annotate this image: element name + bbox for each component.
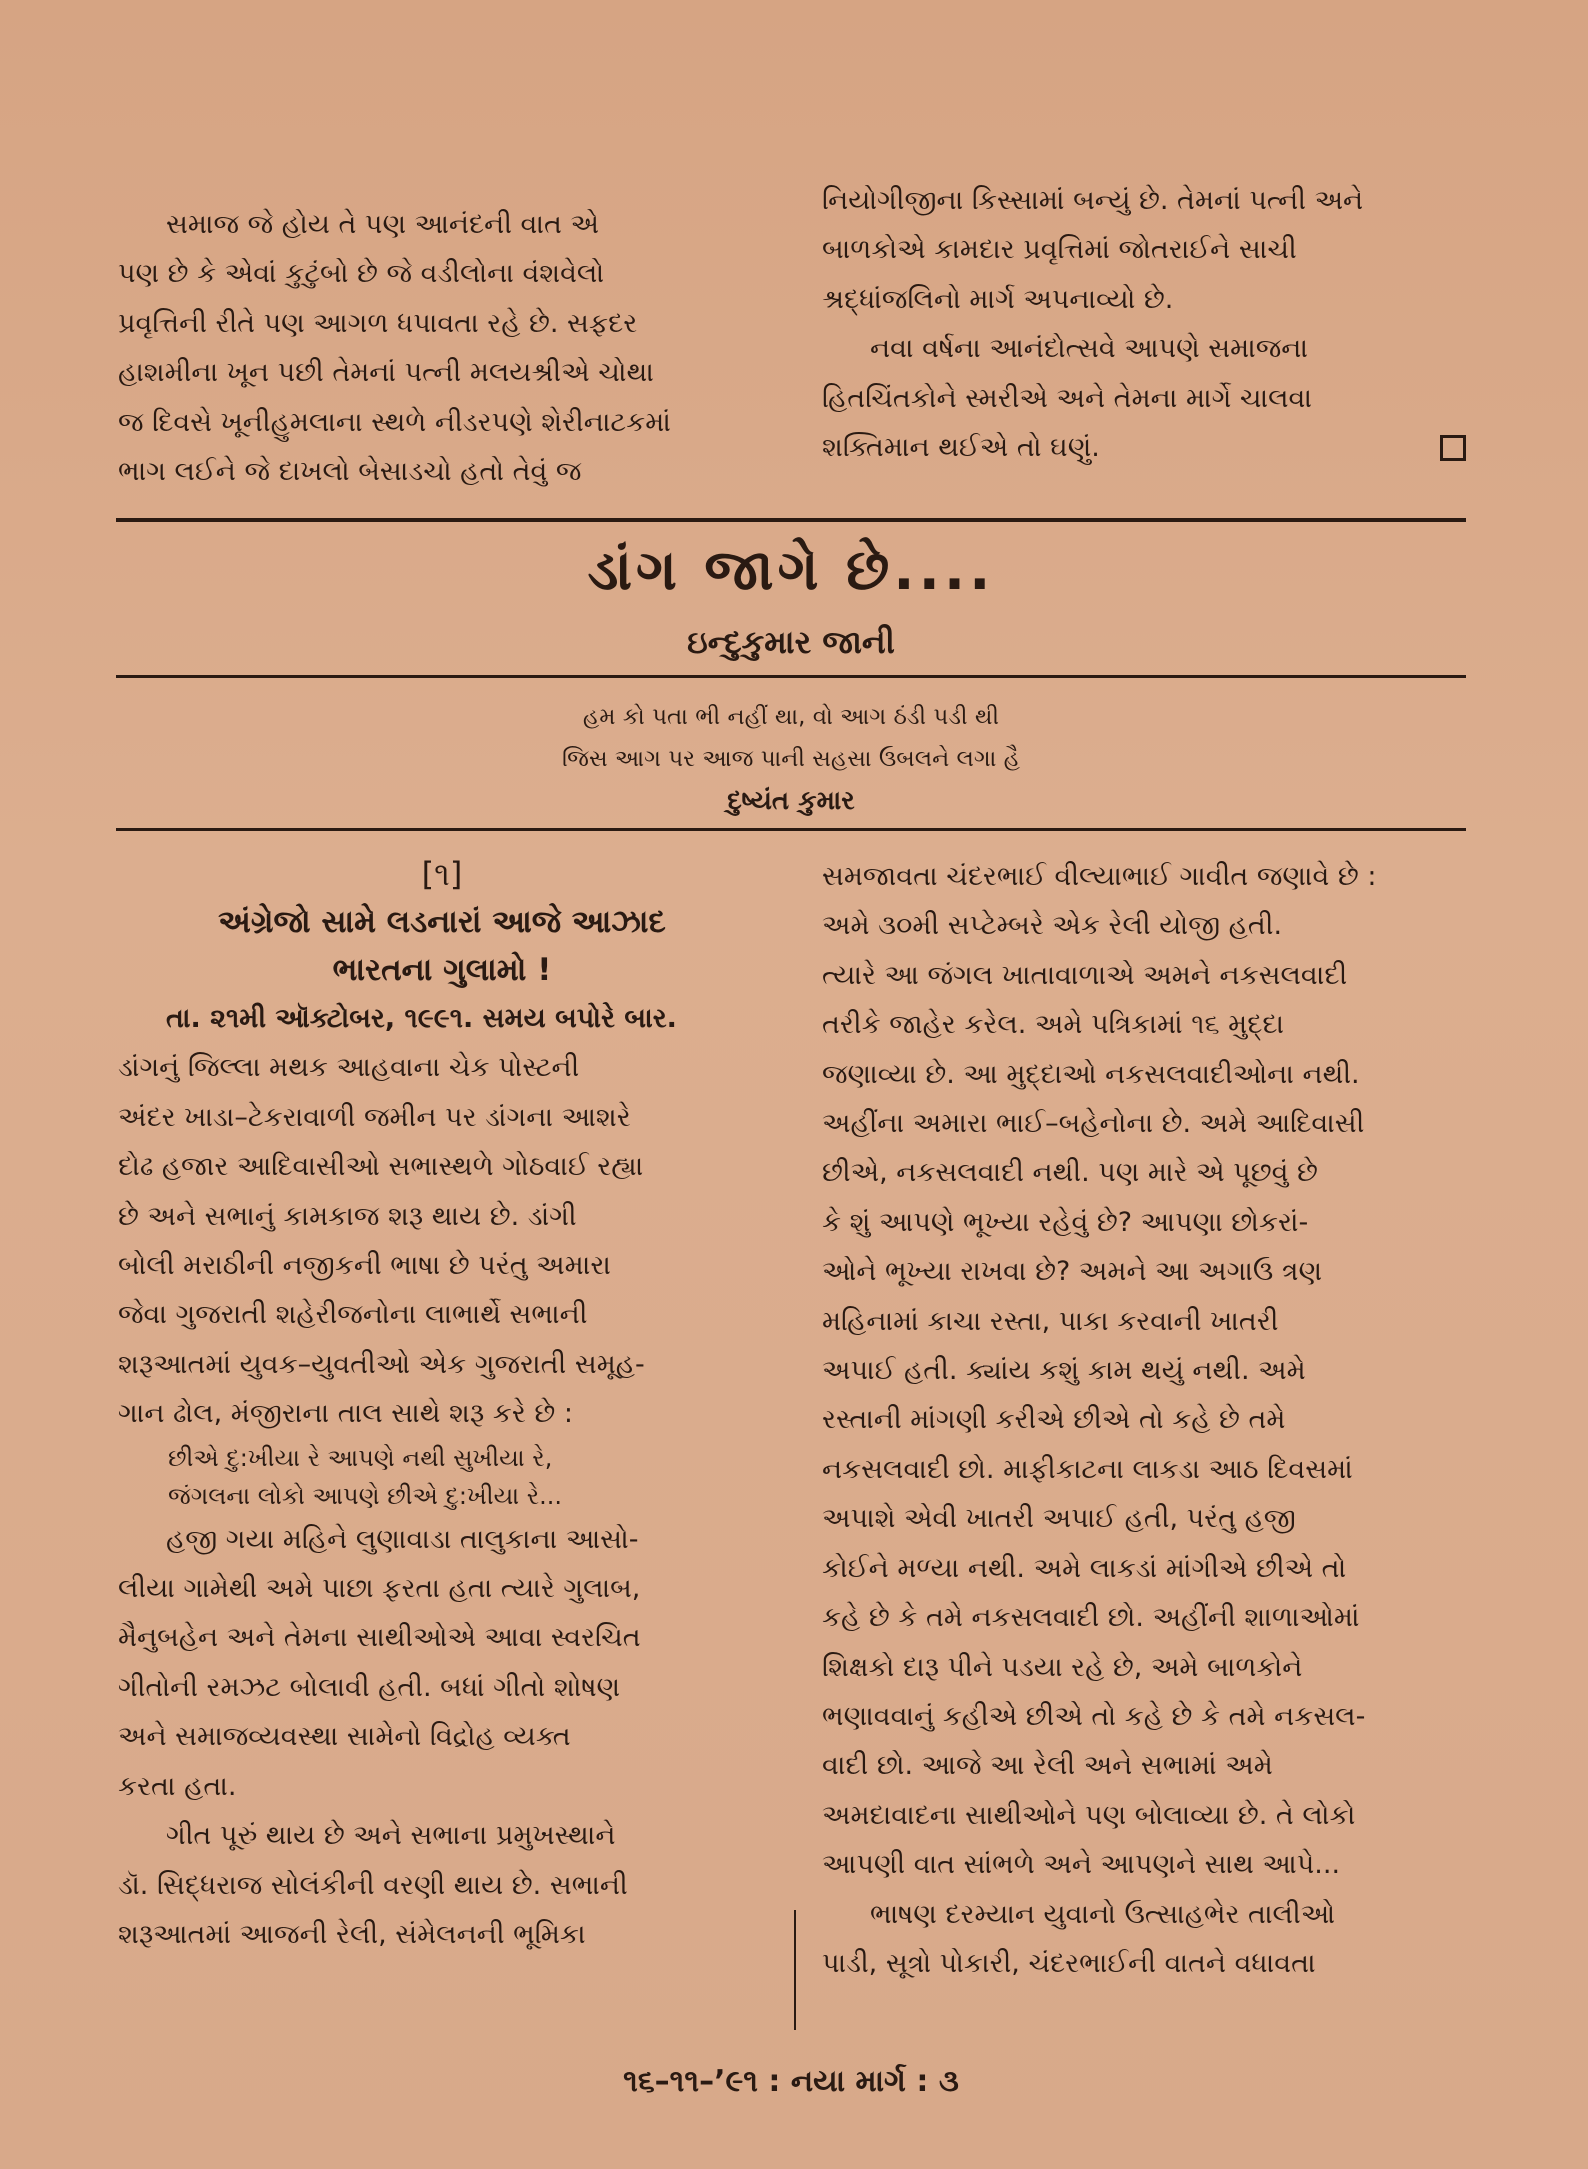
line: ભાષણ દરમ્યાન યુવાનો ઉત્સાહભેર તાલીઓ xyxy=(870,1898,1336,1930)
line: ગાન ઢોલ, મંજીરાના તાલ સાથે શરૂ કરે છે : xyxy=(118,1398,573,1430)
song-line: છીએ દુ:ખીયા રે આપણે નથી સુખીયા રે, xyxy=(168,1443,553,1472)
line: અંદર ખાડા–ટેકરાવાળી જમીન પર ડાંગના આશરે xyxy=(118,1101,631,1133)
section-number: [૧] xyxy=(421,855,463,893)
line: શરૂઆતમાં યુવક–યુવતીઓ એક ગુજરાતી સમૂહ- xyxy=(118,1348,645,1380)
line: નકસલવાદી છો. માફીકાટના લાકડા આઠ દિવસમાં xyxy=(822,1453,1353,1485)
line: ગીત પૂરું થાય છે અને સભાના પ્રમુખસ્થાને xyxy=(166,1820,616,1852)
song-lyrics xyxy=(118,1439,766,1515)
right-paragraph-2 xyxy=(822,1890,1466,1989)
line: ત્યારે આ જંગલ ખાતાવાળાએ અમને નકસલવાદી xyxy=(822,959,1348,991)
left-paragraph-3 xyxy=(118,1811,766,1959)
line: છીએ, નકસલવાદી નથી. પણ મારે એ પૂછવું છે xyxy=(822,1157,1318,1189)
line: છે અને સભાનું કામકાજ શરૂ થાય છે. ડાંગી xyxy=(118,1200,577,1232)
line: આપણી વાત સાંભળે અને આપણને સાથ આપે... xyxy=(822,1849,1341,1881)
line: અહીંના અમારા ભાઈ–બહેનોના છે. અમે આદિવાસી xyxy=(822,1108,1365,1140)
line: શ્રદ્ધાંજલિનો માર્ગ અપનાવ્યો છે. xyxy=(822,283,1174,315)
line: કરતા હતા. xyxy=(118,1770,237,1802)
line: રસ્તાની માંગણી કરીએ છીએ તો કહે છે તમે xyxy=(822,1404,1286,1436)
line: અને સમાજવ્યવસ્થા સામેનો વિદ્રોહ વ્યક્ત xyxy=(118,1721,571,1753)
line: ગીતોની રમઝટ બોલાવી હતી. બધાં ગીતો શોષણ xyxy=(118,1671,621,1703)
page-footer: ૧૬–૧૧–’૯૧ : નયા માર્ગ : ૩ xyxy=(623,2064,959,2099)
line: સમાજ જે હોય તે પણ આનંદની વાત એ xyxy=(166,209,599,240)
line: ડૉ. સિદ્ધરાજ સોલંકીની વરણી થાય છે. સભાની xyxy=(118,1869,628,1901)
line: મૈનુબહેન અને તેમના સાથીઓએ આવા સ્વરચિત xyxy=(118,1622,641,1654)
line: અપાઈ હતી. ક્યાંય કશું કામ થયું નથી. અમે xyxy=(822,1355,1306,1387)
left-paragraph-1 xyxy=(118,994,766,1439)
top-right-column xyxy=(822,176,1466,472)
song-line: જંગલના લોકો આપણે છીએ દુ:ખીયા રે... xyxy=(168,1481,563,1510)
line: તરીકે જાહેર કરેલ. અમે પત્રિકામાં ૧૬ મુદ્દા xyxy=(822,1009,1285,1041)
top-right-paragraph-1 xyxy=(822,176,1466,324)
line: વાદી છો. આજે આ રેલી અને સભામાં અમે xyxy=(822,1750,1273,1782)
line: પાડી, સૂત્રો પોકારી, ચંદરભાઈની વાતને વધાવતા xyxy=(822,1947,1316,1979)
main-right-column xyxy=(822,852,1466,1988)
line: જ દિવસે ખૂનીહુમલાના સ્થળે નીડરપણે શેરીનાટકમાં xyxy=(118,406,671,438)
line: કે શું આપણે ભૂખ્યા રહેવું છે? આપણા છોકરાં- xyxy=(822,1206,1309,1238)
line: મહિનામાં કાચા રસ્તા, પાકા કરવાની ખાતરી xyxy=(822,1305,1279,1337)
line: કહે છે કે તમે નકસલવાદી છો. અહીંની શાળાઓમાં xyxy=(822,1602,1360,1634)
line: શિક્ષકો દારૂ પીને પડયા રહે છે, અમે બાળકોને xyxy=(822,1651,1303,1683)
line: પણ છે કે એવાં કુટુંબો છે જે વડીલોના વંશવેલો xyxy=(118,258,605,290)
epigraph xyxy=(116,696,1466,822)
line: જણાવ્યા છે. આ મુદ્દાઓ નકસલવાદીઓના નથી. xyxy=(822,1058,1360,1090)
author-divider xyxy=(116,675,1466,678)
line: શરૂઆતમાં આજની રેલી, સંમેલનની ભૂમિકા xyxy=(118,1918,586,1950)
heading-line: ભારતના ગુલામો ! xyxy=(332,952,552,988)
line: અમદાવાદના સાથીઓને પણ બોલાવ્યા છે. તે લોકો xyxy=(822,1799,1356,1831)
line: દોઢ હજાર આદિવાસીઓ સભાસ્થળે ગોઠવાઈ રહ્યા xyxy=(118,1151,644,1183)
line: હાશમીના ખૂન પછી તેમનાં પત્ની મલયશ્રીએ ચોથા xyxy=(118,357,654,389)
article-author: ઇન્દુકુમાર જાની xyxy=(687,623,895,661)
epigraph-divider xyxy=(116,828,1466,831)
main-left-column xyxy=(118,850,766,1959)
top-left-paragraph xyxy=(118,200,766,496)
line: નવા વર્ષના આનંદોત્સવે આપણે સમાજના xyxy=(870,333,1309,365)
line: અપાશે એવી ખાતરી અપાઈ હતી, પરંતુ હજી xyxy=(822,1503,1296,1535)
heading-line: અંગ્રેજો સામે લડનારાં આજે આઝાદ xyxy=(218,904,666,940)
line: શક્તિમાન થઈએ તો ઘણું. xyxy=(822,432,1100,464)
line: બાળકોએ કામદાર પ્રવૃત્તિમાં જોતરાઈને સાચી xyxy=(822,234,1297,266)
line: અમે ૩૦મી સપ્ટેમ્બરે એક રેલી યોજી હતી. xyxy=(822,910,1283,942)
top-right-paragraph-2 xyxy=(822,324,1466,472)
line: હજી ગયા મહિને લુણાવાડા તાલુકાના આસો- xyxy=(166,1523,639,1555)
epigraph-author: દુષ્યંત કુમાર xyxy=(727,786,855,816)
epigraph-line: જિસ આગ પર આજ પાની સહસા ઉબલને લગા હૈ xyxy=(561,746,1021,772)
line: હિતચિંતકોને સ્મરીએ અને તેમના માર્ગે ચાલવા xyxy=(822,382,1312,414)
left-paragraph-2 xyxy=(118,1515,766,1811)
column-separator xyxy=(794,1910,796,2030)
line: ભણાવવાનું કહીએ છીએ તો કહે છે કે તમે નકસલ- xyxy=(822,1700,1366,1732)
line: નિયોગીજીના કિસ્સામાં બન્યું છે. તેમનાં પત્ની અને xyxy=(822,185,1364,216)
line: જેવા ગુજરાતી શહેરીજનોના લાભાર્થે સભાની xyxy=(118,1299,588,1331)
line: લીયા ગામેથી અમે પાછા ફરતા હતા ત્યારે ગુલાબ, xyxy=(118,1573,641,1605)
article-title: ડાંગ જાગે છે.... xyxy=(587,538,995,603)
line: સમજાવતા ચંદરભાઈ વીલ્યાભાઈ ગાવીત જણાવે છે : xyxy=(822,861,1377,892)
line: ડાંગનું જિલ્લા મથક આહવાના ચેક પોસ્ટની xyxy=(118,1052,580,1084)
section-heading xyxy=(118,898,766,994)
top-left-column xyxy=(118,200,766,496)
end-of-article-mark xyxy=(1440,435,1466,461)
line: ભાગ લઈને જે દાખલો બેસાડચો હતો તેવું જ xyxy=(118,456,582,488)
top-divider xyxy=(116,518,1466,522)
line: ઓને ભૂખ્યા રાખવા છે? અમને આ અગાઉ ત્રણ xyxy=(822,1256,1323,1288)
line: તા. ૨૧મી ઑક્ટોબર, ૧૯૯૧. સમય બપોરે બાર. xyxy=(166,1003,677,1034)
line: બોલી મરાઠીની નજીકની ભાષા છે પરંતુ અમારા xyxy=(118,1250,611,1282)
line: પ્રવૃત્તિની રીતે પણ આગળ ધપાવતા રહે છે. સફદર xyxy=(118,307,638,339)
epigraph-line: હમ કો પતા ભી નહીં થા, વો આગ ઠંડી પડી થી xyxy=(582,704,1000,730)
line: કોઈને મળ્યા નથી. અમે લાકડાં માંગીએ છીએ તો xyxy=(822,1552,1347,1584)
right-paragraph-1 xyxy=(822,852,1466,1890)
